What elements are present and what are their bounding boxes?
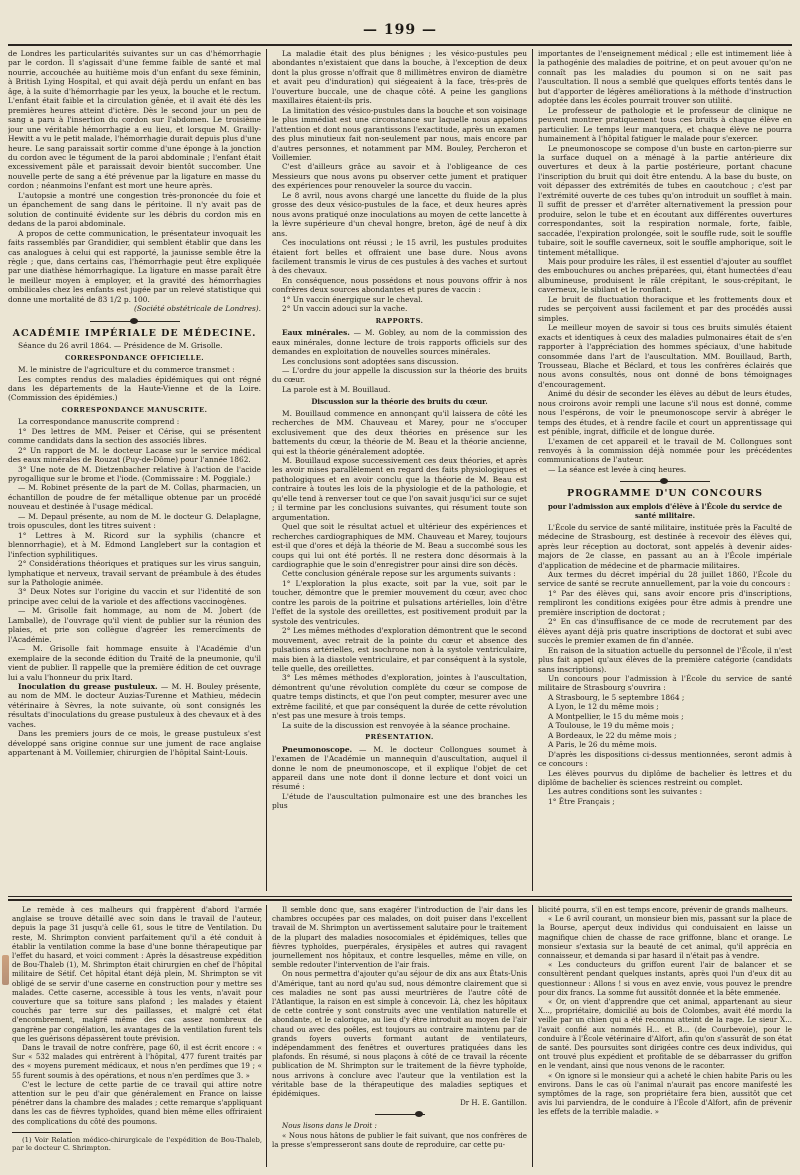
article-source: (Société obstétricale de Londres).	[133, 304, 261, 314]
subheading-correspondance-officielle: CORRESPONDANCE OFFICIELLE.	[64, 353, 205, 362]
article-text: blicité pourra, s'il en est temps encore, prévenir de grands malheurs.	[538, 905, 789, 914]
article-text: « Or, on vient d'apprendre que cet animal, appartenant au sieur X..., propriétaire, domicilié au bois de Colombes, avait été mordu la veille par un chien qui a été reconnu atteint de la rage. Le sieur X... l'avait confié aux nommés H... et B... (de Courbevoie), pour le conduire à l'École vétérinaire d'Alfort, afin qu'on s'assurât de son état de santé. Des poursuites sont dirigées contre ces deux individus, qui ont trouvé plus expédient et profitable de se débarrasser du griffon en le vendant, ainsi que nous venons de le raconter.	[538, 997, 792, 1071]
article-text: Le bruit de fluctuation thoracique et les frottements doux et rudes se perçoivent aussi facilement et par des procédés aussi simples.	[538, 294, 792, 323]
article-text: « On ignore si le monsieur qui a acheté le chien habite Paris ou les environs. Dans le cas où l'animal n'aurait pas encore manifesté les symptômes de la rage, son propriétaire fera bien, aussitôt que cet avis lui parviendra, de le conduire à l'École d'Alfort, afin de prévenir les effets de la terrible maladie. »	[538, 1070, 792, 1117]
article-text: M. Bouillaud expose successivement ces deux théories, et après les avoir mises parallèlement en regard des faits physiologiques et pathologiques et en avoir conclu que la théorie de M. Beau est contraire à toutes les lois de la physiologie et de la pathologie, et qu'elle tend à renverser tout ce que l'on savait jusqu'ici sur ce sujet ; il termine par les conclusions suivantes, qui résument toute son argumentation.	[272, 456, 527, 522]
article-text: Il semble donc que, sans exagérer l'introduction de l'air dans les chambres occupées par ces malades, on doit puiser dans l'excellent travail de M. Shrimpton un avertissement salutaire pour le traitement de la plupart des maladies nosocomiales et épidémiques, telles que fièvres typhoïdes, puerpérales, érysipèles et autres qui ravagent journellement nos hôpitaux, et contre lesquelles, même en ville, on semble redouter l'intervention de l'air frais.	[272, 905, 527, 970]
city-item: A Toulouse, le 19 du même mois ;	[548, 721, 674, 731]
page-number: — 199 —	[363, 22, 437, 38]
article-text: — M. Robinet présente de la part de M. Collas, pharmacien, un échantillon de poudre de fer métallique obtenue par un procédé nouveau et destinée à l'usage médical.	[8, 483, 261, 512]
article-text: Mais pour produire les râles, il est essentiel d'ajouter au soufflet des embouchures ou anches préparées, qui, étant humectées d'eau albumineuse, produisent le râle crépitant, le sous-crépitant, le caverneux, le sibilant et le ronflant.	[538, 256, 792, 295]
article-text: Le remède à ces malheurs qui frappèrent d'abord l'armée anglaise se trouve détaillé avec soin dans le travail de l'auteur, depuis la page 31 jusqu'à celle 61, sous le titre de Ventilation. Du reste, M. Shrimpton convient parfaitement qu'il a été conduit à établir la ventilation comme la base d'une bonne thérapeutique par l'effet du hasard, et voici comment : Après la désastreuse expédition de Bou-Thaleb (1), M. Shrimpton était chirurgien en chef de l'hôpital militaire de Sétif. Cet hôpital étant déjà plein, M. Shrimpton se vit obligé de se servir d'une caserne en construction pour y mettre ses malades. Cette caserne, accessible à tous les vents, n'avait pour couverture que sa toiture sans plafond ; les malades y étaient couchés par terre sur des paillasses, et malgré cet état d'encombrement, malgré même des cas assez nombreux de gangrène par congélation, les avantages de la ventilation furent tels que les guérisons dépassèrent toute prévision.	[12, 905, 262, 1043]
header-rule	[8, 44, 792, 46]
article-text: D'après les dispositions ci-dessus mentionnées, seront admis à ce concours :	[538, 749, 792, 769]
article-text: Le professeur de pathologie et le professeur de clinique ne peuvent montrer pratiquement tous ces bruits à chaque élève en particulier. Le temps leur manquera, et chaque élève ne pourra humainement à l'hôpital fatiguer le malade pour s'exercer.	[538, 105, 792, 144]
article-text: On nous permettra d'ajouter qu'au séjour de dix ans aux États-Unis d'Amérique, tant au nord qu'au sud, nous démontre clairement que si ces maladies ne sont pas aussi meurtrières de l'autre côté de l'Atlantique, la raison en est simple à concevoir. Là, chez les hôpitaux de cette contrée y sont construits avec une ventilation naturelle et abondante, et le calorique, au lieu d'y être introduit au moyen de l'air chaud ou avec des poêles, est toujours au contraire maintenu par de grands foyers ouverts formant autant de ventilateurs, indépendamment des fenêtres et ouvertures pratiquées dans les plafonds. En résumé, si nous plaçons à côté de ce travail la récente publication de M. Shrimpton sur le traitement de la fièvre typhoïde, nous arrivons à conclure avec l'auteur que la ventilation est la véritable base de la thérapeutique des maladies septiques et épidémiques.	[272, 969, 527, 1099]
run-in-heading: Eaux minérales.	[282, 328, 350, 338]
article-text: « Nous nous hâtons de publier le fait suivant, que nos confrères de la presse s'empresseront sans doute de reproduire, car cette pu-	[272, 1130, 527, 1149]
article-text: Les autres conditions sont les suivantes :	[548, 787, 703, 797]
article-text: Nous lisons dans le Droit :	[282, 1121, 377, 1131]
article-text: En conséquence, nous possédons et nous pouvons offrir à nos confrères deux sources abondantes et pures de vaccin :	[272, 275, 527, 295]
article-text: M. le ministre de l'agriculture et du commerce transmet :	[18, 365, 235, 375]
library-stamp	[2, 955, 9, 985]
article-text: C'est le lecture de cette partie de ce travail qui attire notre attention sur le peu d'air que généralement en France on laisse pénétrer dans la chambre des malades ; cette remarque s'appliquant dans les cas de fièvres typhoïdes, quand bien même elles offriraient des complications du côté des poumons.	[12, 1079, 262, 1126]
feuilleton-column-3	[538, 905, 792, 1171]
article-text: L'étude de l'auscultation pulmonaire est une des branches les plus	[272, 791, 527, 811]
section-ornament	[620, 477, 710, 485]
article-text: importantes de l'enseignement médical ; elle est intimement liée à la pathogénie des maladies de poitrine, et on peut avouer qu'on ne connaît pas les maladies du poumon si on ne sait pas l'auscultation. Il nous a semblé que quelques efforts tentés dans le but d'apporter de légères améliorations à la méthode d'instruction adoptée dans les écoles pourrait trouver son utilité.	[538, 49, 792, 106]
article-text: 1° Un vaccin énergique sur le cheval.	[282, 294, 423, 304]
article-text: L'École du service de santé militaire, instituée près la Faculté de médecine de Strasbourg, est destinée à recevoir des élèves qui, après leur réception au doctorat, sont appelés à devenir aides-majors de 2e classe, en passant au an à l'École impériale d'application de médecine et de pharmacie militaires.	[538, 522, 792, 570]
article-text: 2° Un rapport de M. le docteur Lacase sur le service médical des eaux minérales de Rouzat (Puy-de-Dôme) pour l'année 1862.	[8, 445, 261, 465]
article-text: En raison de la situation actuelle du personnel de l'École, il n'est plus fait appel qu'aux élèves de la première catégorie (candidats sans inscriptions).	[538, 645, 792, 674]
article-text: L'autopsie a montré une congestion très-prononcée du foie et un épanchement de sang dans le péritoine. Il n'y avait pas de solution de continuité évidente sur les débris du cordon mis en dedans de la paroi abdominale.	[8, 190, 261, 229]
city-item: A Bordeaux, le 22 du même mois ;	[548, 730, 677, 740]
programme-subtitle: pour l'admission aux emplois d'élève à l'École du service de santé militaire.	[547, 501, 783, 521]
article-text: 1° Par des élèves qui, sans avoir encore pris d'inscriptions, rempliront les conditions exigées pour être admis à prendre une première inscription de doctorat ;	[538, 588, 792, 617]
article-text: C'est d'ailleurs grâce au savoir et à l'obligeance de ces Messieurs que nous avons pu observer cette jument et pratiquer des expériences pour renouveler la source du vaccin.	[272, 162, 527, 191]
section-ornament	[375, 1110, 425, 1118]
article-text: 3° Deux Notes sur l'origine du vaccin et sur l'identité de son principe avec celui de la variole et des affections vaccinogènes.	[8, 587, 261, 606]
article-text: Le meilleur moyen de savoir si tous ces bruits simulés étaient exacts et identiques à ceux des maladies pulmonaires était de s'en rapporter à l'appréciation des hommes spéciaux, d'une habitude consommée dans l'art de l'auscultation. MM. Bouillaud, Barth, Trousseau, Blache et Béclard, et tous les confrères éclairés que nous avons consultés, nous ont donné de bons témoignages d'encouragement.	[538, 323, 792, 389]
article-text: M. Bouillaud commence en annonçant qu'il laissera de côté les recherches de MM. Chauveau et Marey, pour ne s'occuper exclusivement que des deux théories en présence sur les battements du cœur, la théorie de M. Beau et la théorie ancienne, qui est la théorie généralement adoptée.	[272, 408, 527, 456]
article-text: Ces inoculations ont réussi ; le 15 avril, les pustules produites étaient fort belles et offraient une base dure. Nous avons facilement transmis le virus de ces pustules à des vaches et surtout à des chevaux.	[272, 238, 527, 276]
city-item: A Strasbourg, le 5 septembre 1864 ;	[548, 692, 685, 702]
column-2	[272, 49, 527, 891]
feuilleton-column-2	[272, 905, 527, 1171]
article-text: 3° Une note de M. Dietzenbacher relative à l'action de l'acide pyrogallique sur le brome et l'iode. (Commissaire : M. Poggiale.)	[8, 464, 261, 484]
article-text: La limitation des vésico-pustules dans la bouche et son voisinage le plus immédiat est une circonstance sur laquelle nous appelons l'attention et dont nous garantissons l'exactitude, après un examen des plus minutieux fait non-seulement par nous, mais encore par d'autres personnes, et notamment par MM. Bouley, Percheron et Voillemier.	[272, 105, 527, 162]
column-1	[8, 49, 261, 891]
article-text: 2° Considérations théoriques et pratiques sur les virus sanguin, lymphatique et nerveux, travail servant de préambule à des études sur la Pathologie animée.	[8, 559, 261, 588]
section-title-academie: ACADÉMIE IMPÉRIALE DE MÉDECINE.	[12, 327, 257, 339]
article-text: 2° Un vaccin adouci sur la vache.	[282, 304, 408, 314]
subheading-discussion: Discussion sur la théorie des bruits du cœur.	[311, 397, 488, 407]
article-text: Dans les premiers jours de ce mois, le grease pustuleux s'est développé sans origine connue sur une jument de race anglaise appartenant à M. Voillemier, chirurgien de l'hôpital Saint-Louis.	[8, 729, 261, 758]
article-text: — M. Grisolle fait hommage, au nom de M. Jobert (de Lamballe), de l'ouvrage qu'il vient de publier sur la réunion des plaies, et prie son collègue d'agréer les remercîments de l'Académie.	[8, 606, 261, 644]
section-title-programme: PROGRAMME D'UN CONCOURS	[566, 488, 764, 500]
article-text: 2° En cas d'insuffisance de ce mode de recrutement par des élèves ayant déjà pris quatre inscriptions de doctorat et subi avec succès le premier examen de fin d'année.	[538, 617, 792, 646]
article-text: Un concours pour l'admission à l'École du service de santé militaire de Strasbourg s'ouvrira :	[538, 674, 792, 693]
section-ornament	[90, 317, 180, 325]
article-text: — M. le docteur Collongues soumet à l'examen de l'Académie un mannequin d'auscultation, auquel il donne le nom de pneumonoscope, et il explique l'objet de cet appareil dans une note dont il donne lecture et dont voici un résumé :	[272, 744, 527, 792]
article-text: — M. H. Bouley présente, au nom de MM. le docteur Auzias-Turenne et Mathieu, médecin vétérinaire à Sèvres, la note suivante, où sont consignés les résultats d'inoculations du grease pustuleux à des chevaux et à des vaches.	[8, 682, 261, 729]
footnote: (1) Voir Relation médico-chirurgicale de l'expédition de Bou-Thaleb, par le docteur C. Shrimpton.	[12, 1135, 262, 1153]
article-text: Les conclusions sont adoptées sans discussion.	[282, 356, 459, 366]
article-text: 1° Être Français ;	[548, 796, 615, 806]
city-item: A Montpellier, le 15 du même mois ;	[548, 711, 684, 721]
footnote-rule	[12, 1132, 72, 1133]
run-in-heading: Inoculation du grease pustuleux.	[18, 682, 158, 691]
column-divider	[266, 905, 267, 1167]
article-text: « Le 6 avril courant, un monsieur bien mis, passant sur la place de la Bourse, aperçut deux individus qui conduisaient en laisse un magnifique chien de chasse de race griffonne, blanc et orange. Le monsieur s'extasia sur la beauté de cet animal, qu'il apprécia en connaisseur, et demanda si par hasard il n'était pas à vendre.	[538, 914, 792, 961]
article-text: Cette conclusion générale repose sur les arguments suivants :	[282, 569, 516, 579]
article-text: Animé du désir de seconder les élèves au début de leurs études, nous croirons avoir rempli une lacune s'il nous est donné, comme nous l'espérons, de voir le pneumonoscope servir à abréger le temps des études, et à rendre facile et court un apprentissage qui est pénible, ingrat, difficile et de longue durée.	[538, 389, 792, 437]
seance-line: Séance du 26 avril 1864. — Présidence de M. Grisolle.	[18, 341, 223, 351]
article-text: Le pneumonoscope se compose d'un buste en carton-pierre sur la surface duquel on a ménagé à la partie antérieure dix ouvertures et deux à la partie postérieure, portant chacune l'inscription du bruit qui doit être entendu. A la base du buste, on voit dépasser des extrémités de tubes en caoutchouc ; c'est par l'extrémité ouverte de ces tubes qu'on introduit un soufflet à main. Il suffit de presser et d'arrêter alternativement la pression pour produire, selon le tube et en écoutant aux différentes ouvertures correspondantes, soit la respiration normale, forte, faible, saccadée, l'expiration prolongée, soit le souffle rude, soit le souffle tubaire, soit le souffle caverneux, soit le souffle amphorique, soit le tintement métallique.	[538, 143, 792, 257]
article-text: A propos de cette communication, le présentateur invoquait les faits rassemblés par Grandidier, qui semblent établir que dans les cas analogues à celui qui est rapporté, la jaunisse semble être la règle ; que, dans certains cas, l'hémorrhagie peut être expliquée par une diathèse hémorrhagique. La ligature en masse paraît être le meilleur moyen à employer, et la gravité des hémorrhagies ombilicales chez les enfants est jugée par un relevé statistique qui donne une mortalité de 83 1/2 p. 100.	[8, 228, 261, 304]
article-text: La parole est à M. Bouillaud.	[282, 384, 391, 394]
article-text: Le 8 avril, nous avons chargé une lancette du fluide de la plus grosse des deux vésico-pustules de la face, et deux heures après nous avons pratiqué onze inoculations au moyen de cette lancette à la lèvre supérieure d'un cheval hongre, breton, âgé de neuf à dix ans.	[272, 190, 527, 238]
article-text: Quel que soit le résultat actuel et ultérieur des expériences et recherches cardiographiques de MM. Chauveau et Marey, toujours est-il que d'ores et déjà la théorie de M. Beau a succombé sous les coups qui lui ont été portés. Il ne restera donc désormais à la cardiographie que le soin d'enregistrer pour ainsi dire son décès.	[272, 522, 527, 570]
article-text: La correspondance manuscrite comprend :	[18, 417, 180, 427]
feuilleton-rule	[8, 896, 792, 897]
column-3	[538, 49, 792, 891]
subheading-rapports: RAPPORTS.	[375, 316, 424, 325]
article-text: La maladie était des plus bénignes ; les vésico-pustules peu abondantes n'existaient que dans la bouche, à l'exception de deux dont la plus grosse n'offrait que 8 millimètres environ de diamètre et avait peu d'induration) qui siégeaient à la face, très-près de l'ouverture buccale, une de chaque côté. A peine les ganglions maxillaires étaient-ils pris.	[272, 49, 527, 106]
article-text: — L'ordre du jour appelle la discussion sur la théorie des bruits du cœur.	[272, 365, 527, 385]
run-in-heading: Pneumonoscope.	[282, 744, 353, 754]
article-text: « Les conducteurs du griffon eurent l'air de balancer et se consultèrent pendant quelques instants, après quoi l'un d'eux dit au questionneur : Allons ! si vous en avez envie, vous pouvez le prendre pour dix francs. La somme fut aussitôt donnée et la bête emmenée.	[538, 960, 792, 997]
feuilleton-rule	[8, 899, 792, 901]
article-text: 1° Lettres à M. Ricord sur la syphilis (chancre et blennorrhagie), et à M. Edmond Langlebert sur la contagion et l'infection syphilitiques.	[8, 530, 261, 559]
page-header	[0, 22, 800, 42]
article-text: — M. Depaul présente, au nom de M. le docteur G. Delaplagne, trois opuscules, dont les titres suivent :	[8, 511, 261, 531]
article-text: 2° Les mêmes méthodes d'exploration démontrent que le second mouvement, avec retrait de la pointe du cœur et absence des pulsations artérielles, est isochrone non à la systole ventriculaire, mais bien à la diastole ventriculaire, et par conséquent à la systole, telle quelle, des oreillettes.	[272, 626, 527, 673]
subheading-correspondance-manuscrite: CORRESPONDANCE MANUSCRITE.	[61, 405, 208, 414]
subheading-presentation: PRÉSENTATION.	[365, 733, 434, 742]
article-text: L'examen de cet appareil et le travail de M. Collongues sont renvoyés à la commission déjà nommée pour les précédentes communications de l'auteur.	[538, 436, 792, 465]
city-item: A Paris, le 26 du même mois.	[548, 740, 657, 750]
article-text: de Londres les particularités suivantes sur un cas d'hémorrhagie par le cordon. Il s'agissait d'une femme faible de santé et mal nourrie, accouchée au huitième mois d'un enfant du sexe féminin, à British Lying Hospital, et qui avait déjà perdu un enfant en bas âge, à la suite d'hémorrhagie par les yeux, la bouche et le rectum. L'enfant était faible et la circulation gênée, et il avait été dès les premières heures atteint d'ictère. Dès le second jour un peu de sang a paru à l'insertion du cordon sur l'abdomen. Le troisième jour une véritable hémorrhagie a eu lieu, et lorsque M. Grailly-Hewitt a vu le petit malade, l'hémorrhagie durait depuis plus d'une heure. Le sang paraissait sortir comme d'une éponge à la jonction du cordon avec le tégument de la paroi abdominale ; l'enfant était excessivement pâle et paraissait devoir bientôt succomber. Une nouvelle perte de sang a été prévenue par la ligature en masse du cordon ; néanmoins l'enfant est mort une heure après.	[8, 49, 261, 191]
column-divider	[532, 905, 533, 1167]
article-text: La suite de la discussion est renvoyée à la séance prochaine.	[282, 720, 511, 730]
article-text: — La séance est levée à cinq heures.	[548, 464, 687, 474]
article-text: 1° L'exploration la plus exacte, soit par la vue, soit par le toucher, démontre que le premier mouvement du cœur, avec choc contre les parois de la poitrine et pulsations artérielles, loin d'être l'effet de la systole des oreillettes, est positivement produit par la systole des ventricules.	[272, 578, 527, 626]
feuilleton-column-1	[12, 905, 262, 1171]
article-text: Aux termes du décret impérial du 28 juillet 1860, l'École du service de santé se recrute annuellement, par la voie du concours :	[538, 570, 792, 589]
city-item: A Lyon, le 12 du même mois ;	[548, 702, 659, 712]
article-text: 3° Les mêmes méthodes d'exploration, jointes à l'auscultation, démontrent qu'une révolution complète du cœur se compose de quatre temps distincts, et que l'on peut compter, mesurer avec une extrême facilité, et que par conséquent la durée de cette révolution n'est pas une mesure à trois temps.	[272, 673, 527, 721]
article-text: 1° Des lettres de MM. Peiser et Cérise, qui se présentent comme candidats dans la section des associés libres.	[8, 426, 261, 446]
article-text: — M. Gobley, au nom de la commission des eaux minérales, donne lecture de trois rapports officiels sur des demandes en exploitation de nouvelles sources minérales.	[272, 328, 527, 357]
article-text: Les comptes rendus des maladies épidémiques qui ont régné dans les départements de la Haute-Vienne et de la Loire. (Commission des épidémies.)	[8, 374, 261, 403]
article-text: Les élèves pourvus du diplôme de bachelier ès lettres et du diplôme de bachelier ès sciences restreint ou complet.	[538, 768, 792, 787]
article-text: — M. Grisolle fait hommage ensuite à l'Académie d'un exemplaire de la seconde édition du Traité de la pneumonie, qu'il vient de publier. Il rappelle que la première édition de cet ouvrage lui a valu l'honneur du prix Itard.	[8, 644, 261, 682]
column-divider	[532, 49, 533, 891]
signature: Dr H. E. Gantillon.	[460, 1098, 527, 1108]
column-divider	[266, 49, 267, 891]
article-text: Dans le travail de notre confrère, page 60, il est écrit encore : « Sur « 532 malades qui entrèrent à l'hôpital, 477 furent traités par des « moyens purement médicaux, et nous n'en perdîmes que 19 ; « 55 furent soumis à des opérations, et nous n'en perdîmes que 3. »	[12, 1043, 262, 1080]
